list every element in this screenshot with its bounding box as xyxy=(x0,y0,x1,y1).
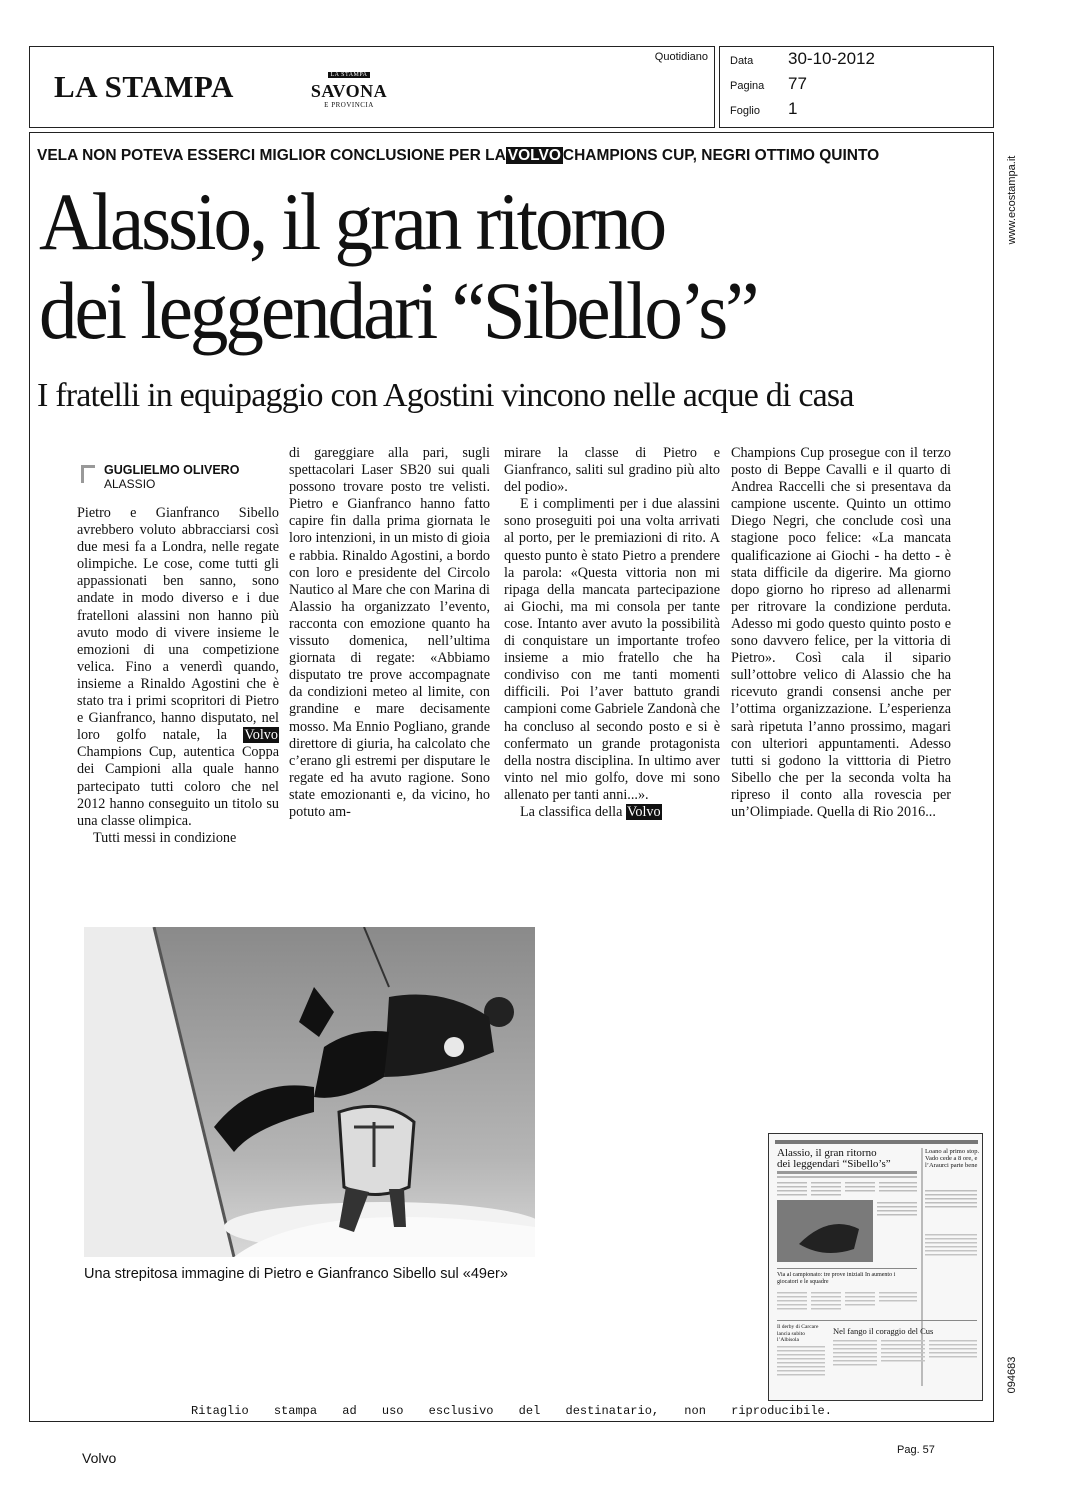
header-masthead-box xyxy=(29,46,715,128)
column-1-text-a: Pietro e Gianfranco Sibello avrebbero voluto abbracciarsi così due mesi fa a Londra, nelle regate olimpiche. Le cose, come tutti gli appassionati ben sanno, sono andate in modo diverso e i due fratelloni alassini non hanno più avuto modo di vivere insieme le emozioni di una competizione velica. Fino a venerdì quando, insieme a Rinaldo Agostini che è stato tra i primi scopritori di Pietro e Gianfranco, hanno disputato, nel loro golfo natale, la xyxy=(77,505,279,744)
brand-highlight: Volvo xyxy=(626,803,661,820)
page-value: 77 xyxy=(788,74,807,93)
edition-subtitle: E PROVINCIA xyxy=(324,101,374,109)
date-label: Data xyxy=(730,55,754,67)
footer-brand: Volvo xyxy=(82,1450,117,1466)
footer-page-number: Pag. 57 xyxy=(897,1444,935,1456)
header-meta-box xyxy=(719,46,994,128)
page-thumbnail xyxy=(768,1133,983,1401)
thumb-low-right-headline: Nel fango il coraggio del Cus xyxy=(833,1326,934,1336)
photo-caption: Una strepitosa immagine di Pietro e Gianfranco Sibello sul «49er» xyxy=(84,1266,508,1282)
column-3-paragraph-3 xyxy=(504,804,720,821)
thumb-low-left-headline: Il derby di Carcare lancia subito l’Albisola xyxy=(777,1324,819,1342)
column-4-paragraph: Champions Cup prosegue con il terzo posto di Beppe Cavalli e il quarto di Andrea Raccelli che si presentava da campione uscente. Quinto un ottimo Diego Negri, che conclude così una stagione poco felice: «La mancata qualificazione ai Giochi - ha detto - è stata difficile da digerire. Ma giorno dopo giorno ho ripreso ad allenarmi per ritrovare la condizione perduta. Adesso mi godo questo quinto posto e sono davvero felice, per la vittoria di Pietro». Così cala il sipario sull’ottobre velico di Alassio che ha ricevuto grandi consensi anche per l’ottima organizzazione. L’esperienza sarà ripetuta l’anno prossimo, magari con ulteriori appuntamenti. Adesso tutti si godono la vitttoria di Pietro Sibello che per la seconda volta ha ripreso il conto alla rovescia per un’Olimpiade. Quella di Rio 2016... xyxy=(731,445,951,820)
page-label: Pagina xyxy=(730,80,765,92)
article-column-3 xyxy=(504,445,720,821)
thumb-side-headline: Loano al primo stop. Vado cede a 8 ore, e l’Araurci parte bene xyxy=(925,1148,980,1169)
side-code-text: 094683 xyxy=(1006,1356,1018,1394)
dateline-place: ALASSIO xyxy=(104,477,156,491)
article-column-1 xyxy=(77,505,279,847)
headline xyxy=(39,177,756,355)
meta-date-row xyxy=(730,49,875,69)
article-column-2 xyxy=(289,445,490,821)
kicker-text-pre: VELA NON POTEVA ESSERCI MIGLIOR CONCLUSIONE PER LA xyxy=(37,147,506,164)
clipping-notice: Ritaglio stampa ad uso esclusivo del destinatario, non riproducibile. xyxy=(191,1404,832,1418)
byline-mark-icon xyxy=(81,465,95,483)
sailing-photo-image xyxy=(84,927,535,1257)
headline-line-1: Alassio, il gran ritorno xyxy=(39,175,665,268)
kicker-text-post: CHAMPIONS CUP, NEGRI OTTIMO QUINTO xyxy=(562,147,880,164)
column-3-text: La classifica della xyxy=(520,803,623,820)
sheet-value: 1 xyxy=(788,99,798,118)
column-3-paragraph-1: mirare la classe di Pietro e Gianfranco, saliti sul gradino più alto del podio». xyxy=(504,445,720,496)
thumb-headline-1: Alassio, il gran ritorno xyxy=(777,1147,877,1159)
thumb-headline-2: dei leggendari “Sibello’s” xyxy=(777,1158,891,1170)
thumb-mid-headline: Via al campionato: tre prove iniziali In aumento i giocatori e le squadre xyxy=(777,1272,896,1285)
sheet-label: Foglio xyxy=(730,105,760,117)
edition-logo xyxy=(300,63,398,109)
author-name: GUGLIELMO OLIVERO xyxy=(104,463,240,477)
column-1-text-b: Champions Cup, autentica Coppa dei Campioni alla quale hanno partecipato tutti coloro che nel 2012 hanno conseguito un titolo su una classe olimpica. xyxy=(77,744,279,829)
publication-type: Quotidiano xyxy=(654,51,708,63)
column-2-paragraph: di gareggiare alla pari, sugli spettacolari Laser SB20 sui quali possono trovare posto tre velisti. Pietro e Gianfranco hanno fatto capire fin dalla prima giornata le loro intenzioni, in un misto di gioia e rabbia. Rinaldo Agostini, a bordo con loro e presidente del Circolo Nautico al Mare che con Marina di Alassio ha organizzato l’evento, racconta con emozione quanto ha vissuto domenica, nell’ultima giornata di regate: «Abbiamo disputato tre prove accompagnate da condizioni meteo al limite, con grandine e mare decisamente mosso. Ma Ennio Pogliano, grande direttore di giuria, ha calcolato che c’erano gli estremi per disputare le regate ed ha avuto ragione. Sono state emozionanti e, da vicino, ho potuto am- xyxy=(289,445,490,820)
edition-small-label: LA STAMPA xyxy=(328,72,371,78)
meta-sheet-row xyxy=(730,99,797,119)
side-url xyxy=(1000,150,1024,250)
edition-city: SAVONA xyxy=(310,81,388,101)
masthead-logo: LA STAMPA xyxy=(54,69,234,104)
subheadline: I fratelli in equipaggio con Agostini vincono nelle acque di casa xyxy=(37,377,854,414)
brand-highlight: Volvo xyxy=(244,727,278,744)
date-value: 30-10-2012 xyxy=(788,49,875,68)
column-1-paragraph-2: Tutti messi in condizione xyxy=(93,829,237,846)
meta-page-row xyxy=(730,74,807,94)
page-thumbnail-image xyxy=(769,1134,983,1401)
column-3-paragraph-2: E i complimenti per i due alassini sono proseguiti poi una volta arrivati al porto, per le premiazioni di rito. A questo punto è stato Pietro a prendere la parola: «Questa vittoria non mi ripaga della mancata partecipazione ai Giochi, ma mi consola per tante cose. Intanto aver avuto la possibilità di conquistare un importante trofeo insieme a mio fratello che ha condiviso con me tanti momenti difficili. Poi l’aver battuto grandi campioni come Gabriele Zandonà che ha concluso al secondo posto e si è confermato un grande protagonista della nostra disciplina. In ultimo aver vinto nel mio golfo, dove mi sono allenato per tanti anni...». xyxy=(504,496,720,803)
sailing-photo xyxy=(84,927,535,1257)
byline xyxy=(104,463,239,491)
article-frame xyxy=(29,132,994,1422)
side-code xyxy=(1000,1335,1024,1415)
kicker-brand: VOLVO xyxy=(507,147,561,164)
article-column-4 xyxy=(731,445,951,821)
headline-line-2: dei leggendari “Sibello’s” xyxy=(39,264,757,357)
column-1-paragraph-1 xyxy=(77,505,279,830)
side-url-text: www.ecostampa.it xyxy=(1006,155,1018,245)
kicker xyxy=(37,147,879,165)
